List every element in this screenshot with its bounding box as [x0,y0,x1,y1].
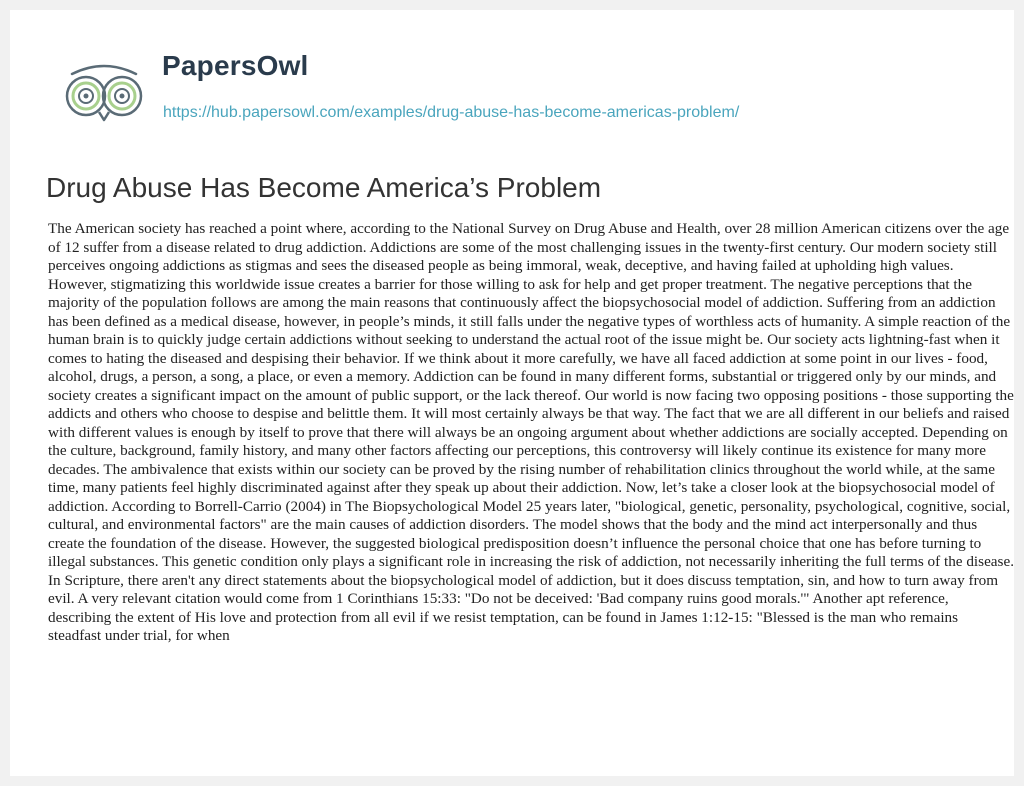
source-url[interactable]: https://hub.papersowl.com/examples/drug-abuse-has-become-americas-problem/ [163,104,740,121]
owl-eyes-icon [58,60,150,126]
brand-header [58,42,958,142]
brand-name: PapersOwl [162,50,309,81]
document-page [10,10,1014,776]
article-title: Drug Abuse Has Become America’s Problem [46,172,602,203]
article-body: The American society has reached a point where, according to the National Survey on Drug Abuse and Health, over 28 million American citizens over the age of 12 suffer from a disease related to drug addiction. Addictions are some of the most challenging issues in the twenty-first century. Our modern society still perceives ongoing addictions as stigmas and sees the diseased people as being immoral, weak, deceptive, and having failed at upholding high values. However, stigmatizing this worldwide issue creates a barrier for those willing to ask for help and get proper treatment. The negative perceptions that the majority of the population follows are among the main reasons that continuously affect the biopsychosocial model of addiction. Suffering from an addiction has been defined as a medical disease, however, in people’s minds, it still falls under the negative types of worthless acts of humanity. A simple reaction of the human brain is to quickly judge certain addictions without seeking to understand the actual root of the issue might be. Our society acts lightning-fast when it comes to hating the diseased and despising their behavior. If we think about it more carefully, we have all faced addiction at some point in our lives - food, alcohol, drugs, a person, a song, a place, or even a memory. Addiction can be found in many different forms, substantial or triggered only by our minds, and society creates a significant impact on the amount of public support, or the lack thereof. Our world is now facing two opposing positions - those supporting the addicts and others who choose to despise and belittle them. It will most certainly always be that way. The fact that we are all different in our beliefs and raised with different values is enough by itself to prove that there will always be an ongoing argument about whether addictions are socially accepted. Depending on the culture, background, family history, and many other factors affecting our perceptions, this controversy will likely continue its existence for many more decades. The ambivalence that exists within our society can be proved by the rising number of rehabilitation clinics throughout the world while, at the same time, many patients feel highly discriminated against after they speak up about their addiction. Now, let’s take a closer look at the biopsychosocial model of addiction. According to Borrell-Carrio (2004) in The Biopsychological Model 25 years later, "biological, genetic, personality, psychological, cognitive, social, cultural, and environmental factors" are the main causes of addiction disorders. The model shows that the body and the mind act interpersonally and thus create the foundation of the disease. However, the suggested biological predisposition doesn’t influence the personal choice that one has before turning to illegal substances. This genetic condition only plays a significant role in increasing the risk of addiction, not necessarily inheriting the full terms of the disease. In Scripture, there aren't any direct statements about the biopsychological model of addiction, but it does discuss temptation, sin, and how to turn away from evil. A very relevant citation would come from 1 Corinthians 15:33: "Do not be deceived: 'Bad company ruins good morals.'" Another apt reference, describing the extent of His love and protection from all evil if we resist temptation, can be found in James 1:12-15: "Blessed is the man who remains steadfast under trial, for when [48,220,1014,644]
